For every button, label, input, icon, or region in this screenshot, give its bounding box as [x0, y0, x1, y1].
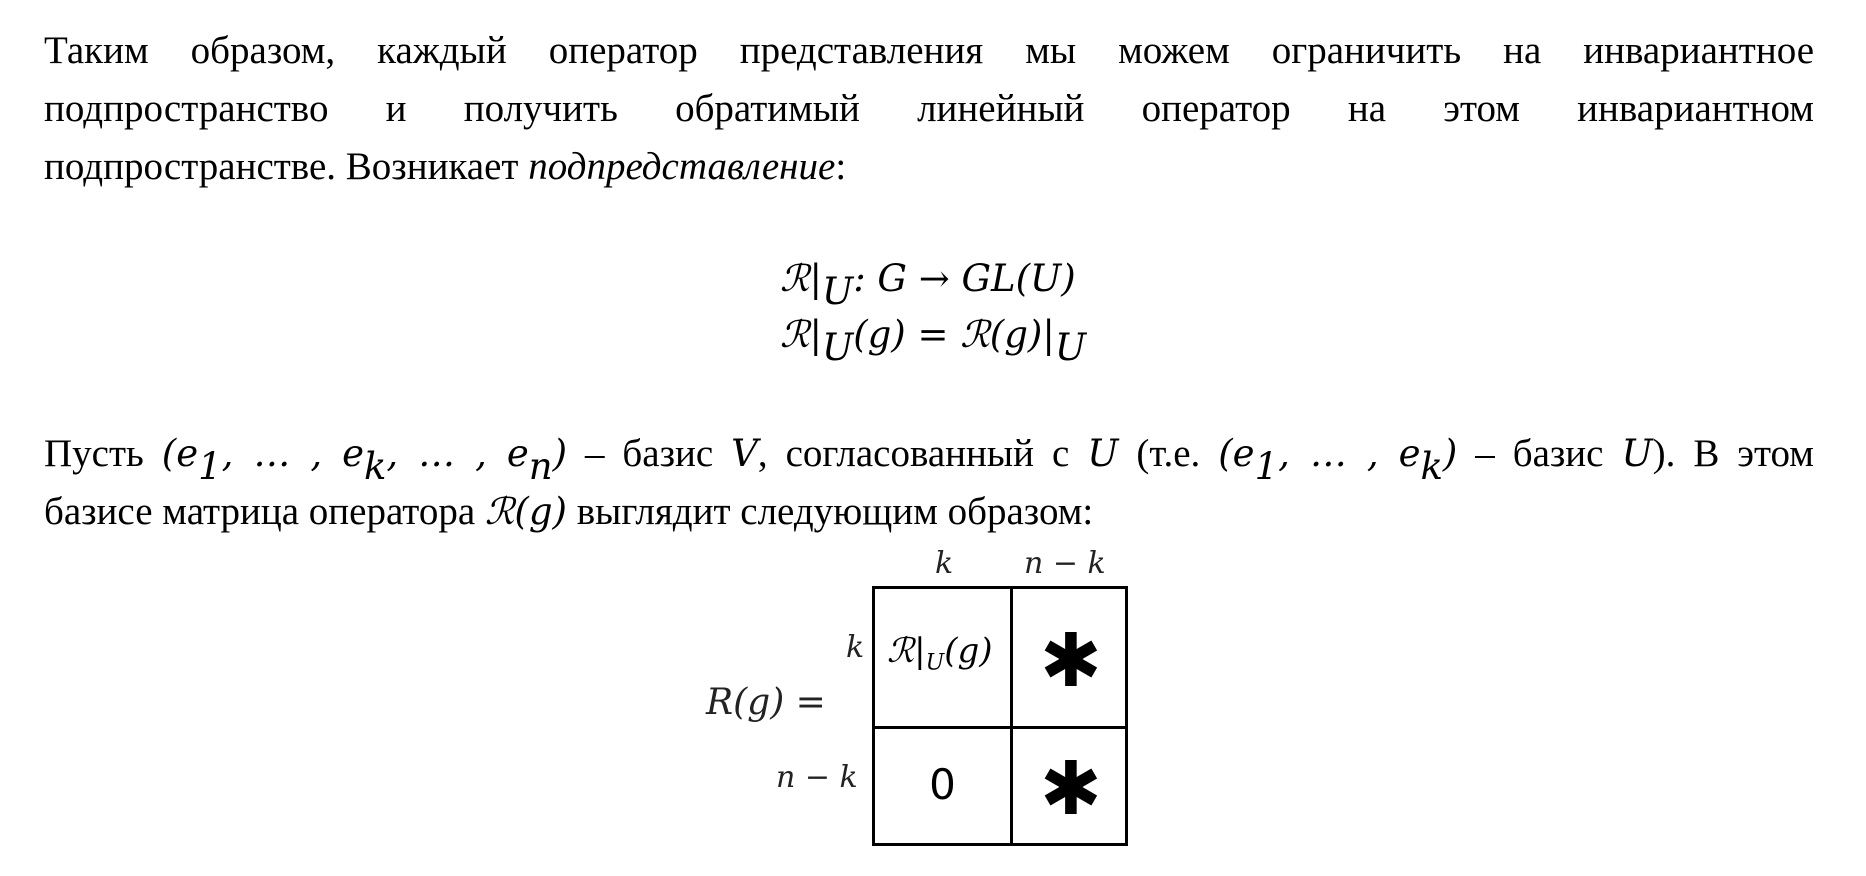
cell-bottom-left-zero: 0	[929, 760, 956, 809]
formula-2-a: ℛ|	[780, 313, 822, 356]
p2-t4: (т.е.	[1118, 432, 1219, 475]
p2-t3: , согласованный с	[757, 432, 1088, 475]
p2-U: U	[1087, 432, 1119, 475]
p2-basis-close: )	[552, 432, 568, 475]
paragraph-1-line-3	[44, 138, 1814, 196]
p2-t2: – базис	[567, 432, 732, 475]
formula-line-1	[780, 250, 1086, 313]
paragraph-1-line-2-text: подпространство и получить обратимый линейный оператор на этом инвариантном	[44, 87, 1814, 130]
formula-2-sub: U	[822, 325, 854, 369]
cell-top-left-tail: (g)	[944, 631, 993, 671]
cell-top-left	[887, 631, 993, 676]
paragraph-1-line-2	[44, 80, 1814, 138]
col-label-n-minus-k: n − k	[1024, 546, 1106, 581]
matrix-vertical-divider	[1010, 589, 1013, 843]
paragraph-1-line-3-text: подпространстве. Возникает	[44, 145, 529, 188]
row-label-k: k	[846, 630, 865, 665]
matrix-horizontal-divider	[875, 726, 1125, 729]
col-label-k: k	[935, 546, 954, 581]
paragraph-1-line-1	[44, 22, 1814, 80]
matrix-lhs: R(g) =	[706, 682, 826, 723]
p2-basis-mid: , … , e	[221, 432, 364, 475]
p2-basis-mid2: , … , e	[386, 432, 529, 475]
restriction-formula	[0, 250, 1866, 369]
p2-U2: U	[1621, 432, 1653, 475]
formula-line-2	[780, 306, 1086, 369]
p2-t6: ). В этом	[1652, 432, 1814, 475]
p2-sub-1: 1	[198, 444, 222, 488]
term-subrepresentation: подпредставление	[528, 145, 836, 188]
formula-2-b: (g) = ℛ(g)|	[853, 313, 1055, 356]
paragraph-2-line-1	[44, 425, 1814, 488]
formula-1-rhs: : G → GL(U)	[853, 257, 1076, 300]
paragraph-2-line-2	[44, 483, 1814, 541]
p2-sub-kb: k	[1420, 444, 1443, 488]
matrix-grid	[872, 586, 1128, 846]
p2-basis2-open: (e	[1218, 432, 1255, 475]
p2-basis2-mid: , … , e	[1278, 432, 1421, 475]
p2-t1: Пусть	[44, 432, 162, 475]
p2-line2-t2: выглядит следующим образом:	[566, 490, 1094, 533]
p2-line2-operator: ℛ(g)	[484, 490, 567, 533]
formula-1-sub: U	[822, 269, 854, 313]
p2-V: V	[731, 432, 758, 475]
formula-1-lhs: ℛ|	[780, 257, 822, 300]
p2-sub-n: n	[528, 444, 553, 488]
p2-sub-k: k	[363, 444, 387, 488]
cell-top-left-sub: U	[925, 649, 945, 676]
paragraph-1-line-1-text: Таким образом, каждый оператор представления мы можем ограничить на инвариантное	[44, 29, 1814, 72]
cell-bottom-right-asterisk: ✱	[1039, 746, 1102, 832]
colon: :	[835, 145, 847, 188]
p2-basis2-close: )	[1442, 432, 1458, 475]
formula-2-sub2: U	[1054, 325, 1086, 369]
row-label-n-minus-k: n − k	[776, 760, 858, 795]
cell-top-left-operator: ℛ|	[887, 631, 926, 671]
p2-sub-1b: 1	[1254, 444, 1279, 488]
cell-top-right-asterisk: ✱	[1039, 618, 1102, 704]
p2-basis-open: (e	[161, 432, 199, 475]
p2-t5: – базис	[1457, 432, 1622, 475]
p2-line2-t1: базисе матрица оператора	[44, 490, 485, 533]
